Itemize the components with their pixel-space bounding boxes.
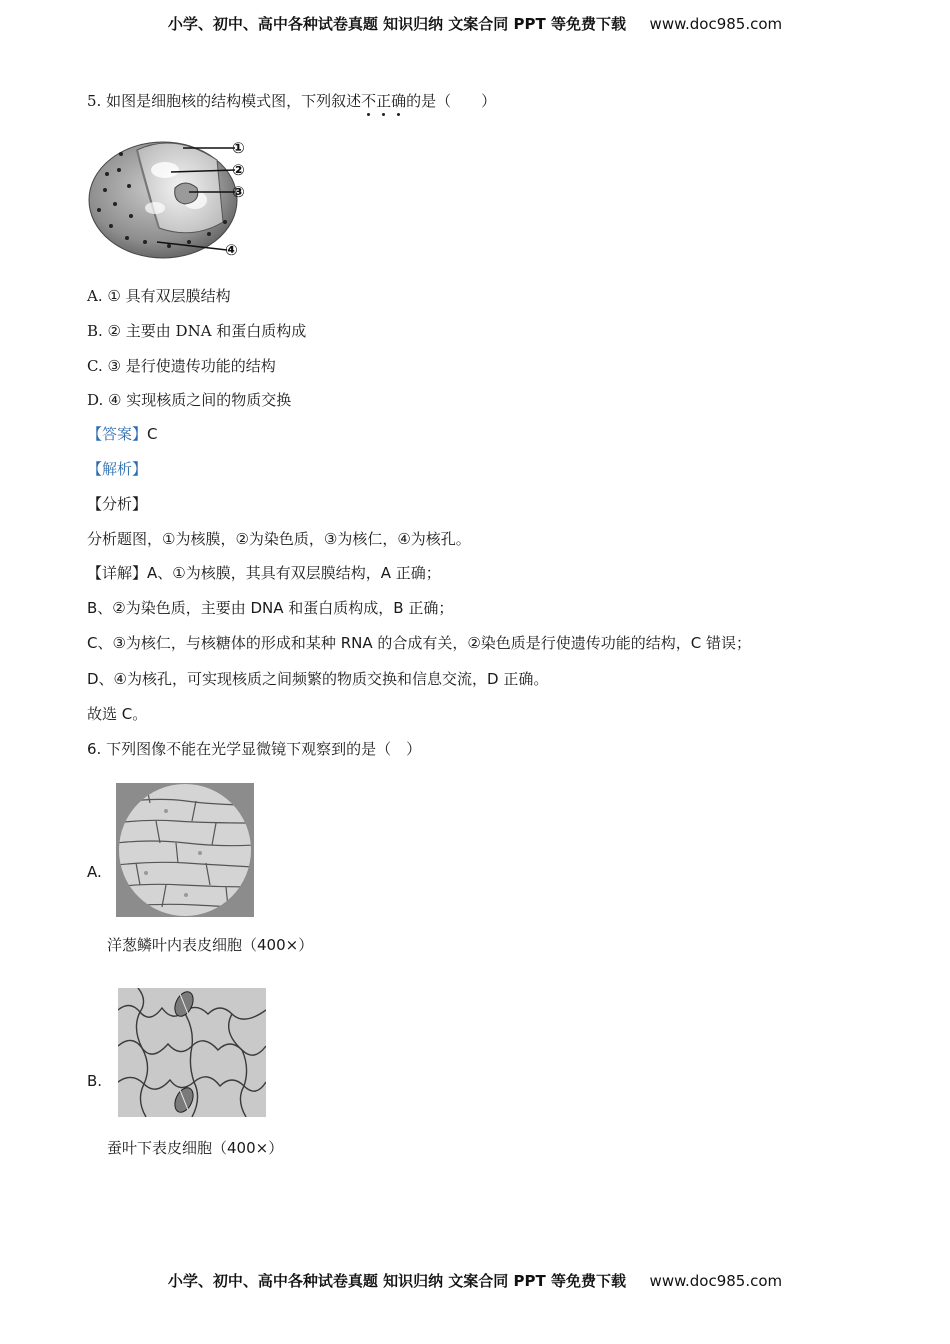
label-4: ④ <box>225 241 238 259</box>
detail-line-a <box>87 563 441 583</box>
q5-answer <box>87 424 158 444</box>
q5-option-c: C. ③ 是行使遗传功能的结构 <box>87 357 276 375</box>
q6-option-b-caption: 蚕叶下表皮细胞（400×） <box>107 1139 284 1157</box>
q5-emph-3: 确 <box>391 92 407 110</box>
footer-text: 小学、初中、高中各种试卷真题 知识归纳 文案合同 PPT 等免费下载 <box>167 1272 626 1290</box>
q5-option-d: D. ④ 实现核质之间的物质交换 <box>87 391 292 409</box>
fenxi-tag: 【分析】 <box>87 495 148 513</box>
nucleus-diagram <box>85 130 255 262</box>
q5-conclusion: 故选 C。 <box>87 705 148 723</box>
q5-emph-2: 正 <box>376 92 392 110</box>
page-footer <box>0 1270 950 1291</box>
q5-stem <box>87 91 496 111</box>
header-url[interactable]: www.doc985.com <box>649 15 783 33</box>
footer-url[interactable]: www.doc985.com <box>649 1272 783 1290</box>
label-3: ③ <box>232 183 245 201</box>
detail-tag: 【详解】 <box>87 564 148 582</box>
leaf-epidermis-micrograph <box>118 988 266 1117</box>
q5-option-a: A. ① 具有双层膜结构 <box>87 287 231 305</box>
label-1: ① <box>232 139 245 157</box>
q5-stem-text: 5. 如图是细胞核的结构模式图，下列叙述 <box>87 92 362 110</box>
header-text: 小学、初中、高中各种试卷真题 知识归纳 文案合同 PPT 等免费下载 <box>167 15 626 33</box>
q5-emph-1: 不 <box>361 92 377 110</box>
answer-tag: 【答案】 <box>87 425 148 443</box>
onion-cell-micrograph <box>116 783 254 917</box>
q6-stem: 6. 下列图像不能在光学显微镜下观察到的是（ ） <box>87 740 422 758</box>
detail-line-c: C、③为核仁，与核糖体的形成和某种 RNA 的合成有关，②染色质是行使遗传功能的结构，C 错误； <box>87 634 752 652</box>
analysis-tag: 【解析】 <box>87 460 148 478</box>
label-2: ② <box>232 161 245 179</box>
answer-value: C <box>147 425 158 443</box>
detail-text-a: A、①为核膜，其具有双层膜结构，A 正确； <box>147 564 441 582</box>
q6-option-a-label: A. <box>87 863 102 881</box>
q5-stem-tail: 的是（ ） <box>406 92 497 110</box>
detail-line-d: D、④为核孔，可实现核质之间频繁的物质交换和信息交流，D 正确。 <box>87 670 549 688</box>
detail-line-b: B、②为染色质，主要由 DNA 和蛋白质构成，B 正确； <box>87 599 454 617</box>
q6-option-b-label: B. <box>87 1072 103 1090</box>
q6-option-a-caption: 洋葱鳞叶内表皮细胞（400×） <box>107 936 314 954</box>
fenxi-text: 分析题图，①为核膜，②为染色质，③为核仁，④为核孔。 <box>87 530 471 548</box>
page-header <box>0 13 950 34</box>
q5-option-b: B. ② 主要由 DNA 和蛋白质构成 <box>87 322 307 340</box>
